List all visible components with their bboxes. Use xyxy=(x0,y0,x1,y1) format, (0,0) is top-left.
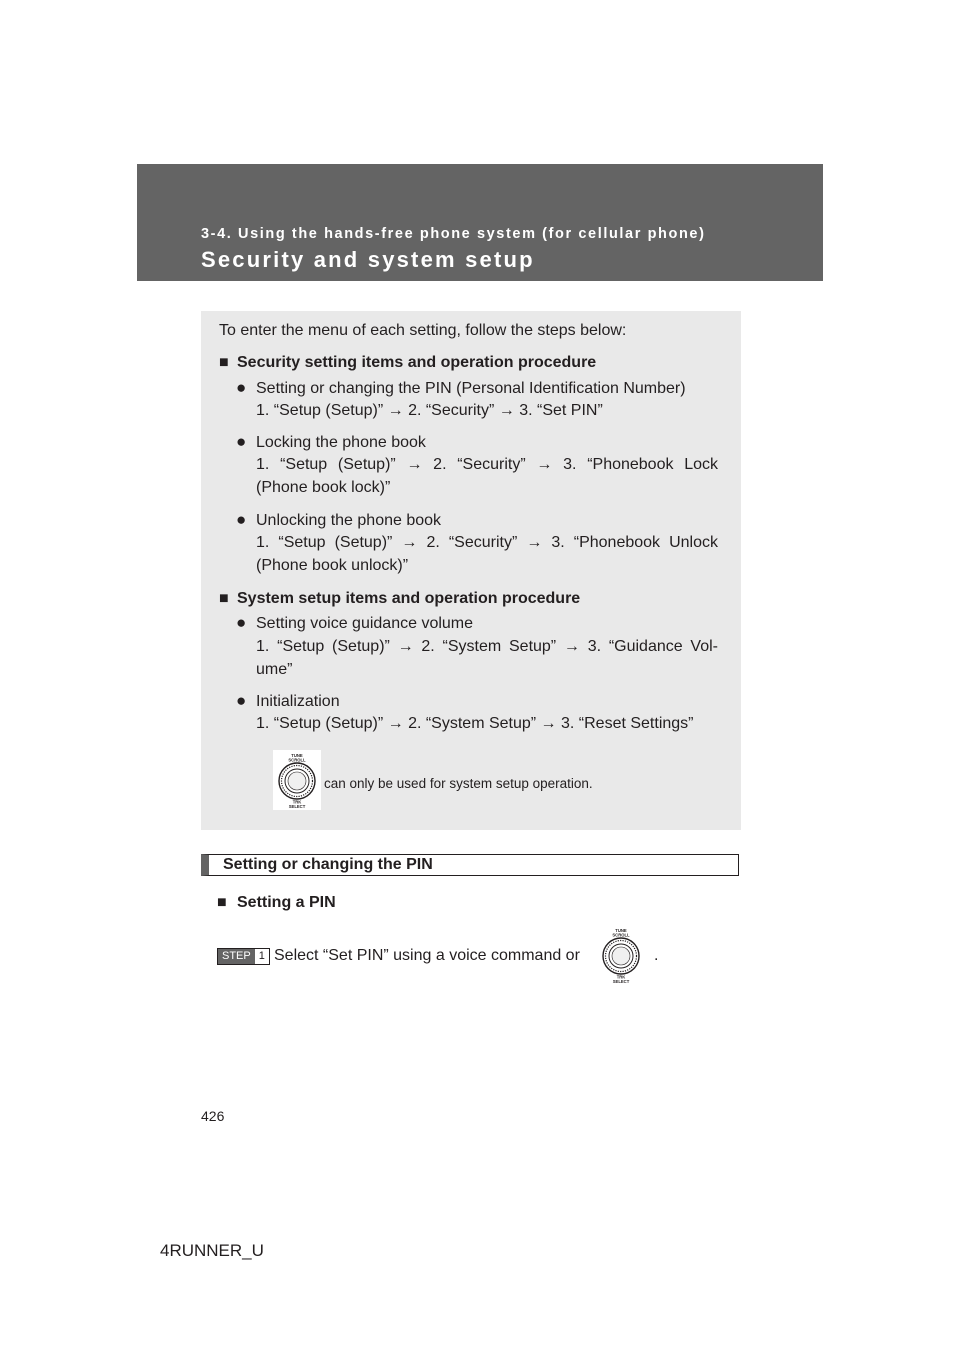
setting-pin-subheading: Setting a PIN xyxy=(237,894,336,911)
model-code: 4RUNNER_U xyxy=(160,1241,264,1260)
security-item-path-cont: (Phone book unlock)” xyxy=(256,557,409,574)
step-end: . xyxy=(654,947,659,964)
security-item-path: 1. “Setup (Setup)” → 2. “Security” → 3. “Set PIN” xyxy=(256,402,603,419)
square-bullet-icon: ■ xyxy=(219,590,229,607)
step-badge xyxy=(217,948,270,965)
security-item-title: Setting or changing the PIN (Personal Identification Number) xyxy=(256,380,686,397)
circle-bullet-icon: ● xyxy=(236,613,247,632)
step-number: 1 xyxy=(255,949,269,964)
system-heading: System setup items and operation procedure xyxy=(237,590,581,607)
system-item-path: 1. “Setup (Setup)” → 2. “System Setup” → 3. “Reset Settings” xyxy=(256,715,694,732)
square-bullet-icon: ■ xyxy=(217,894,227,911)
subsection-heading-bar xyxy=(201,854,739,876)
info-box xyxy=(201,311,741,830)
svg-text:SCROLL: SCROLL xyxy=(612,932,630,938)
circle-bullet-icon: ● xyxy=(236,432,247,451)
circle-bullet-icon: ● xyxy=(236,378,247,397)
system-item-path-cont: ume” xyxy=(256,661,293,678)
system-item-path: 1. “Setup (Setup)” → 2. “System Setup” → 3. “Guidance Vol- xyxy=(256,638,718,655)
security-item-path: 1. “Setup (Setup)” → 2. “Security” → 3. “Phonebook Unlock xyxy=(256,534,718,551)
svg-text:SELECT: SELECT xyxy=(288,804,306,809)
svg-text:TRK: TRK xyxy=(292,799,302,805)
circle-bullet-icon: ● xyxy=(236,691,247,710)
step-word: STEP xyxy=(218,949,255,964)
security-item-path-cont: (Phone book lock)” xyxy=(256,479,391,496)
security-item-title: Locking the phone book xyxy=(256,434,426,451)
security-item-title: Unlocking the phone book xyxy=(256,512,442,529)
system-item-title: Initialization xyxy=(256,693,340,710)
svg-text:TUNE: TUNE xyxy=(291,753,303,758)
svg-text:TUNE: TUNE xyxy=(615,928,627,933)
page-title: Security and system setup xyxy=(201,247,535,272)
section-label: 3-4. Using the hands-free phone system (for cellular phone) xyxy=(201,226,706,242)
svg-text:SELECT: SELECT xyxy=(612,979,630,984)
subsection-heading: Setting or changing the PIN xyxy=(223,856,433,873)
svg-text:SCROLL: SCROLL xyxy=(288,757,306,763)
tune-scroll-knob-icon xyxy=(597,925,645,985)
knob-note: can only be used for system setup operation. xyxy=(324,776,593,791)
circle-bullet-icon: ● xyxy=(236,510,247,529)
svg-text:TRK: TRK xyxy=(616,974,626,980)
info-intro: To enter the menu of each setting, follow the steps below: xyxy=(219,322,627,339)
step-text: Select “Set PIN” using a voice command or xyxy=(274,947,580,964)
page-number: 426 xyxy=(201,1108,225,1124)
security-heading: Security setting items and operation procedure xyxy=(237,354,597,371)
security-item-path: 1. “Setup (Setup)” → 2. “Security” → 3. “Phonebook Lock xyxy=(256,456,718,473)
system-item-title: Setting voice guidance volume xyxy=(256,615,474,632)
tune-scroll-knob-icon xyxy=(273,750,321,810)
square-bullet-icon: ■ xyxy=(219,354,229,371)
